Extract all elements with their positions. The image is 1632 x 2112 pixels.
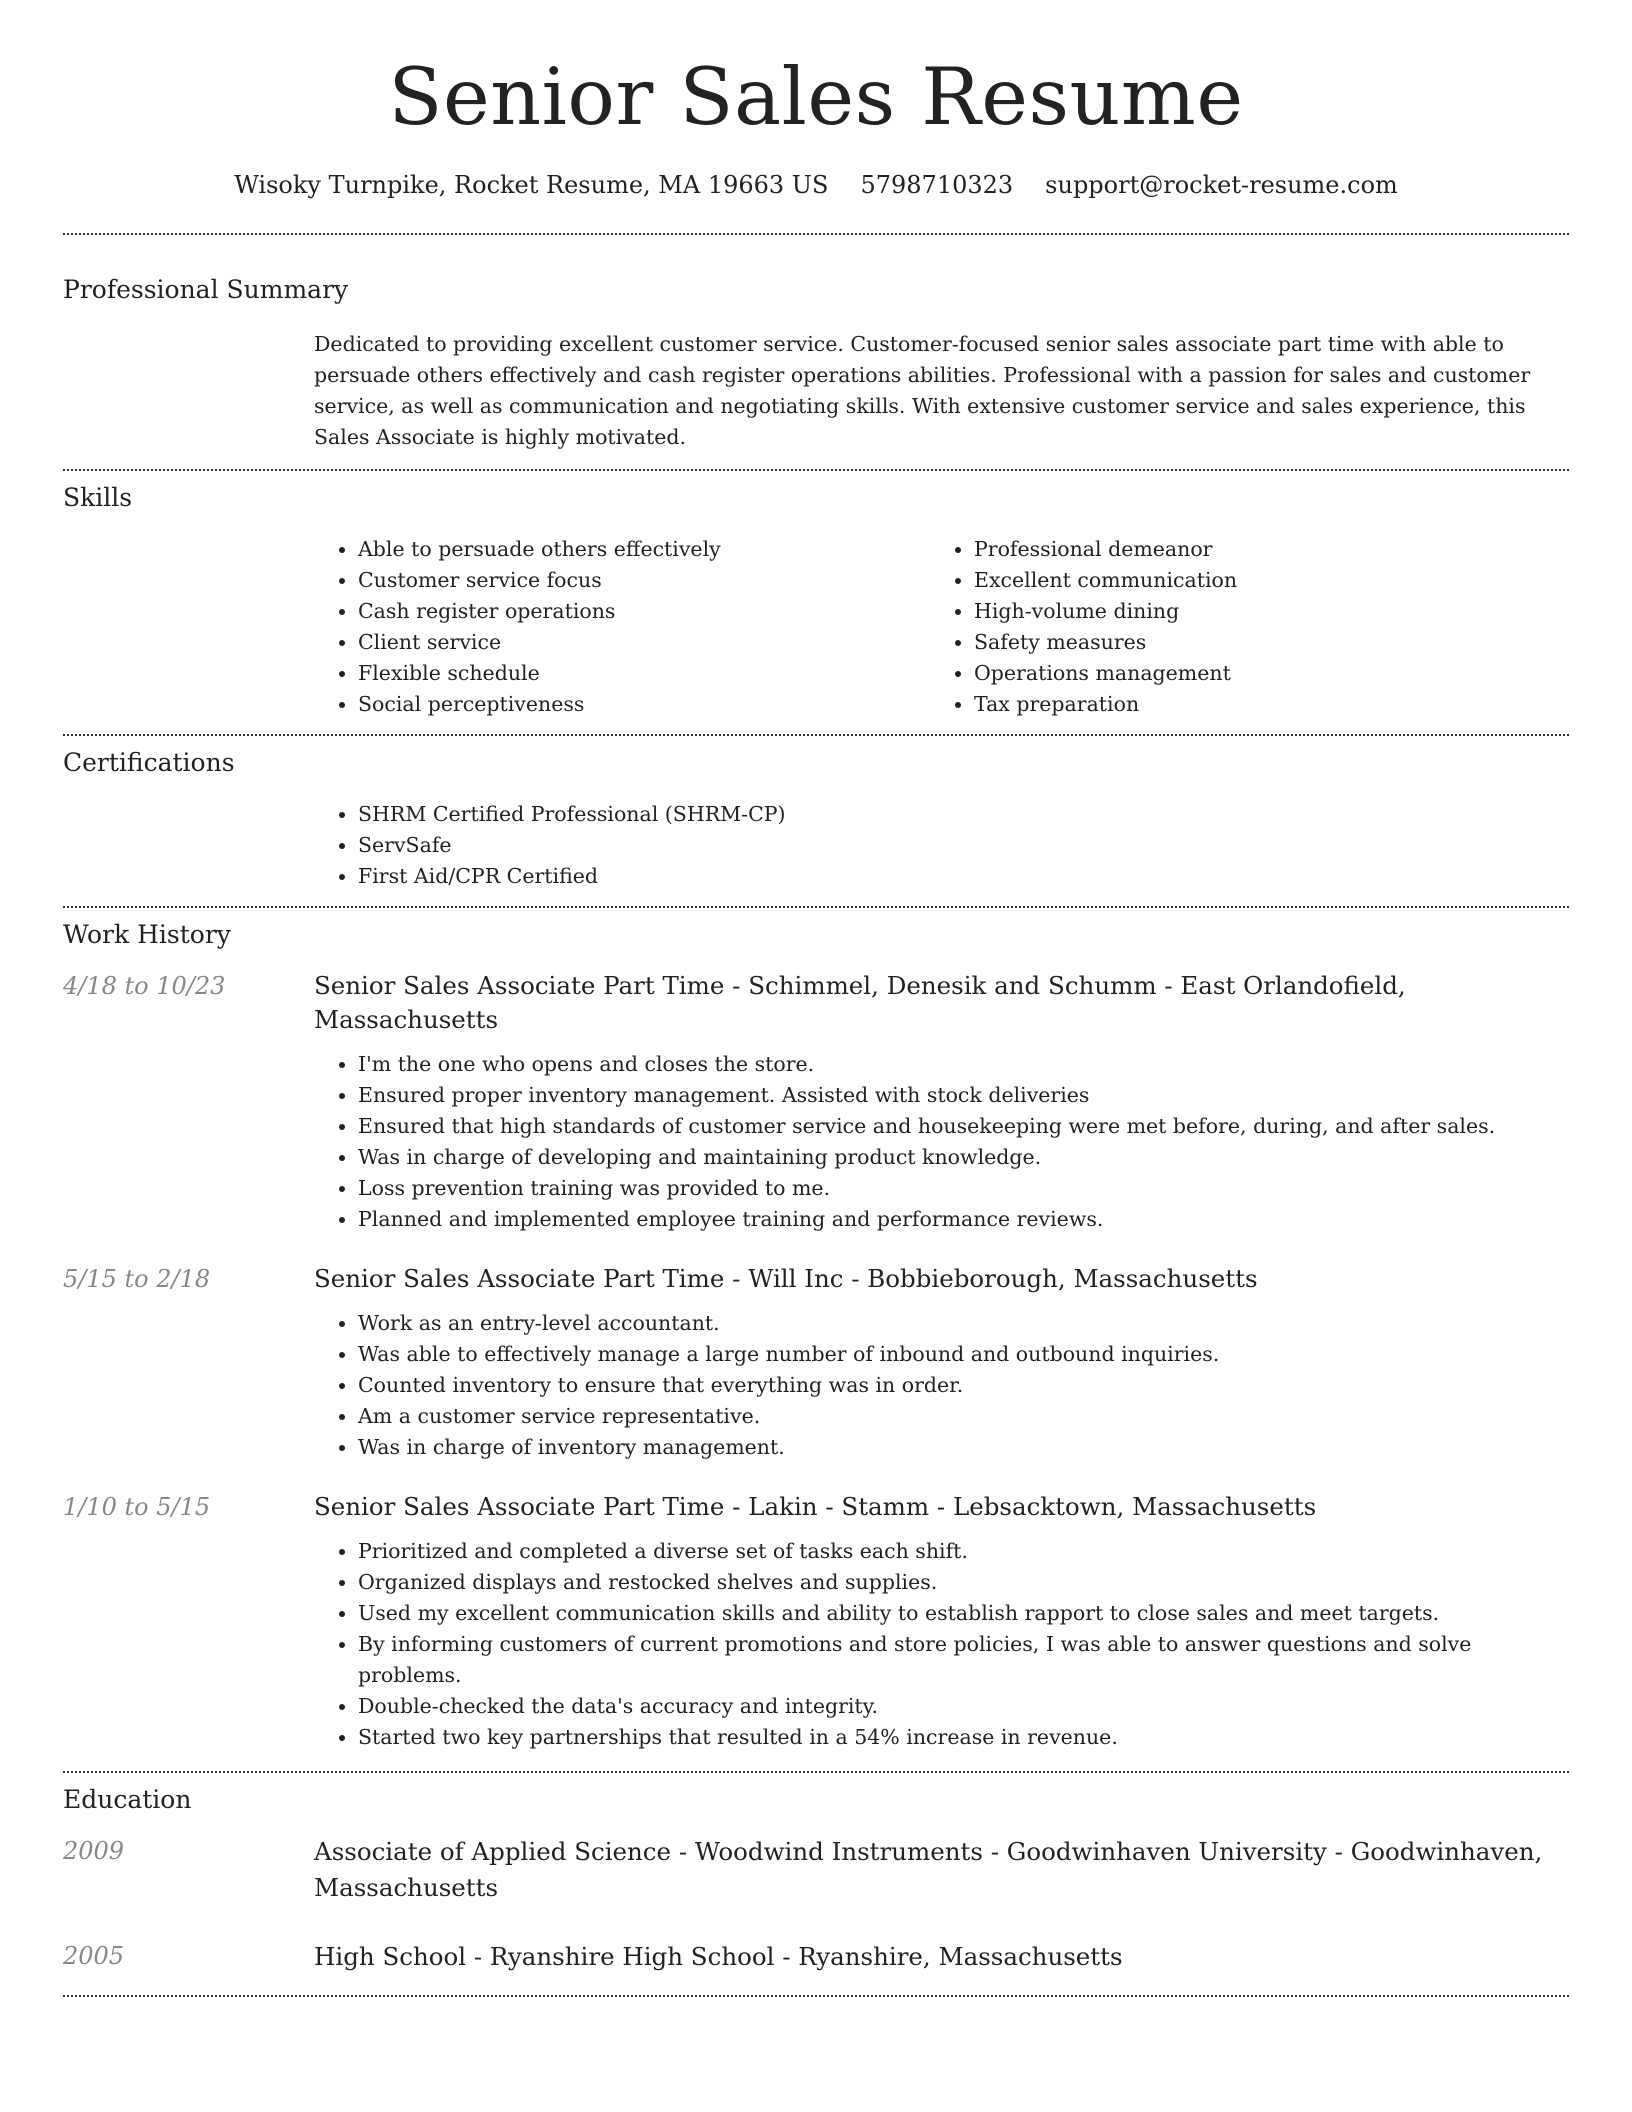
job-bullets [314,1536,1569,1753]
education-list [63,1834,1569,1975]
divider [63,469,1569,471]
job-dates: 5/15 to 2/18 [63,1265,211,1293]
job-bullet: • By informing customers of current promotions and store policies, I was able to answer questions and solve problems. [358,1629,1569,1691]
contact-phone: 5798710323 [860,171,1014,199]
skill-item: • Safety measures [974,627,1546,658]
job-bullet: • Started two key partnerships that resulted in a 54% increase in revenue. [358,1722,1569,1753]
work-history-list [63,969,1569,1753]
skill-item: • Professional demeanor [974,534,1546,565]
contact-email: support@rocket-resume.com [1045,171,1398,199]
job-bullet: • Work as an entry-level accountant. [358,1308,1569,1339]
skill-item: • Tax preparation [974,689,1546,720]
divider [63,734,1569,736]
skill-item: • Client service [358,627,930,658]
job-bullet: • Prioritized and completed a diverse set of tasks each shift. [358,1536,1569,1567]
skill-item: • Excellent communication [974,565,1546,596]
job-bullets [314,1308,1569,1463]
skill-item: • Able to persuade others effectively [358,534,930,565]
resume-name: Senior Sales Resume [388,51,1244,143]
skill-item: • High-volume dining [974,596,1546,627]
certification-item: • First Aid/CPR Certified [358,861,1569,892]
divider [63,906,1569,908]
job-entry [63,1490,1569,1753]
section-title-education: Education [63,1785,192,1814]
certification-item: • SHRM Certified Professional (SHRM-CP) [358,799,1569,830]
education-heading: High School - Ryanshire High School - Ryanshire, Massachusetts [314,1942,1123,1971]
contact-line [63,171,1569,199]
skill-item: • Cash register operations [358,596,930,627]
job-bullet: • Was in charge of inventory management. [358,1432,1569,1463]
skills-list-right [930,534,1546,720]
section-title-skills: Skills [63,483,133,512]
job-bullets [314,1049,1569,1235]
job-bullet: • Was able to effectively manage a large number of inbound and outbound inquiries. [358,1339,1569,1370]
education-year: 2005 [63,1942,125,1970]
divider [63,233,1569,235]
work-section [63,920,1569,1753]
skill-item: • Flexible schedule [358,658,930,689]
job-entry [63,969,1569,1235]
divider [63,1771,1569,1773]
job-bullet: • Counted inventory to ensure that everything was in order. [358,1370,1569,1401]
education-entry [63,1939,1569,1975]
section-title-summary: Professional Summary [63,275,349,304]
skill-item: • Customer service focus [358,565,930,596]
skills-list-left [314,534,930,720]
job-bullet: • Double-checked the data's accuracy and integrity. [358,1691,1569,1722]
job-bullet: • Organized displays and restocked shelves and supplies. [358,1567,1569,1598]
job-dates: 1/10 to 5/15 [63,1493,211,1521]
job-heading: Senior Sales Associate Part Time - Will Inc - Bobbieborough, Massachusetts [314,1264,1258,1293]
job-bullet: • Ensured proper inventory management. Assisted with stock deliveries [358,1080,1569,1111]
education-heading: Associate of Applied Science - Woodwind Instruments - Goodwinhaven University - Goodwinhaven, Massachusetts [314,1837,1543,1902]
education-year: 2009 [63,1837,125,1865]
contact-address: Wisoky Turnpike, Rocket Resume, MA 19663 US [234,171,829,199]
divider [63,1995,1569,1997]
job-bullet: • Ensured that high standards of customer service and housekeeping were met before, during, and after sales. [358,1111,1569,1142]
job-bullet: • Was in charge of developing and maintaining product knowledge. [358,1142,1569,1173]
section-title-certifications: Certifications [63,748,235,777]
section-title-work: Work History [63,920,231,949]
certifications-section [63,748,1569,892]
job-heading: Senior Sales Associate Part Time - Schimmel, Denesik and Schumm - East Orlandofield, Massachusetts [314,971,1406,1034]
skills-section [63,483,1569,720]
job-bullet: • Loss prevention training was provided to me. [358,1173,1569,1204]
certification-item: • ServSafe [358,830,1569,861]
job-bullet: • Am a customer service representative. [358,1401,1569,1432]
job-dates: 4/18 to 10/23 [63,972,226,1000]
job-bullet: • I'm the one who opens and closes the store. [358,1049,1569,1080]
certifications-list [314,799,1569,892]
job-heading: Senior Sales Associate Part Time - Lakin - Stamm - Lebsacktown, Massachusetts [314,1492,1317,1521]
education-section [63,1785,1569,1975]
education-entry [63,1834,1569,1906]
skill-item: • Operations management [974,658,1546,689]
summary-text: Dedicated to providing excellent customer service. Customer-focused senior sales associate part time with able to persuade others effectively and cash register operations abilities. Professional with a passion for sales and customer service, as well as communication and negotiating skills. With extensive customer service and sales experience, this Sales Associate is highly motivated. [314,332,1531,449]
skill-item: • Social perceptiveness [358,689,930,720]
job-entry [63,1262,1569,1463]
job-bullet: • Planned and implemented employee training and performance reviews. [358,1204,1569,1235]
summary-section [63,275,1569,453]
job-bullet: • Used my excellent communication skills and ability to establish rapport to close sales and meet targets. [358,1598,1569,1629]
